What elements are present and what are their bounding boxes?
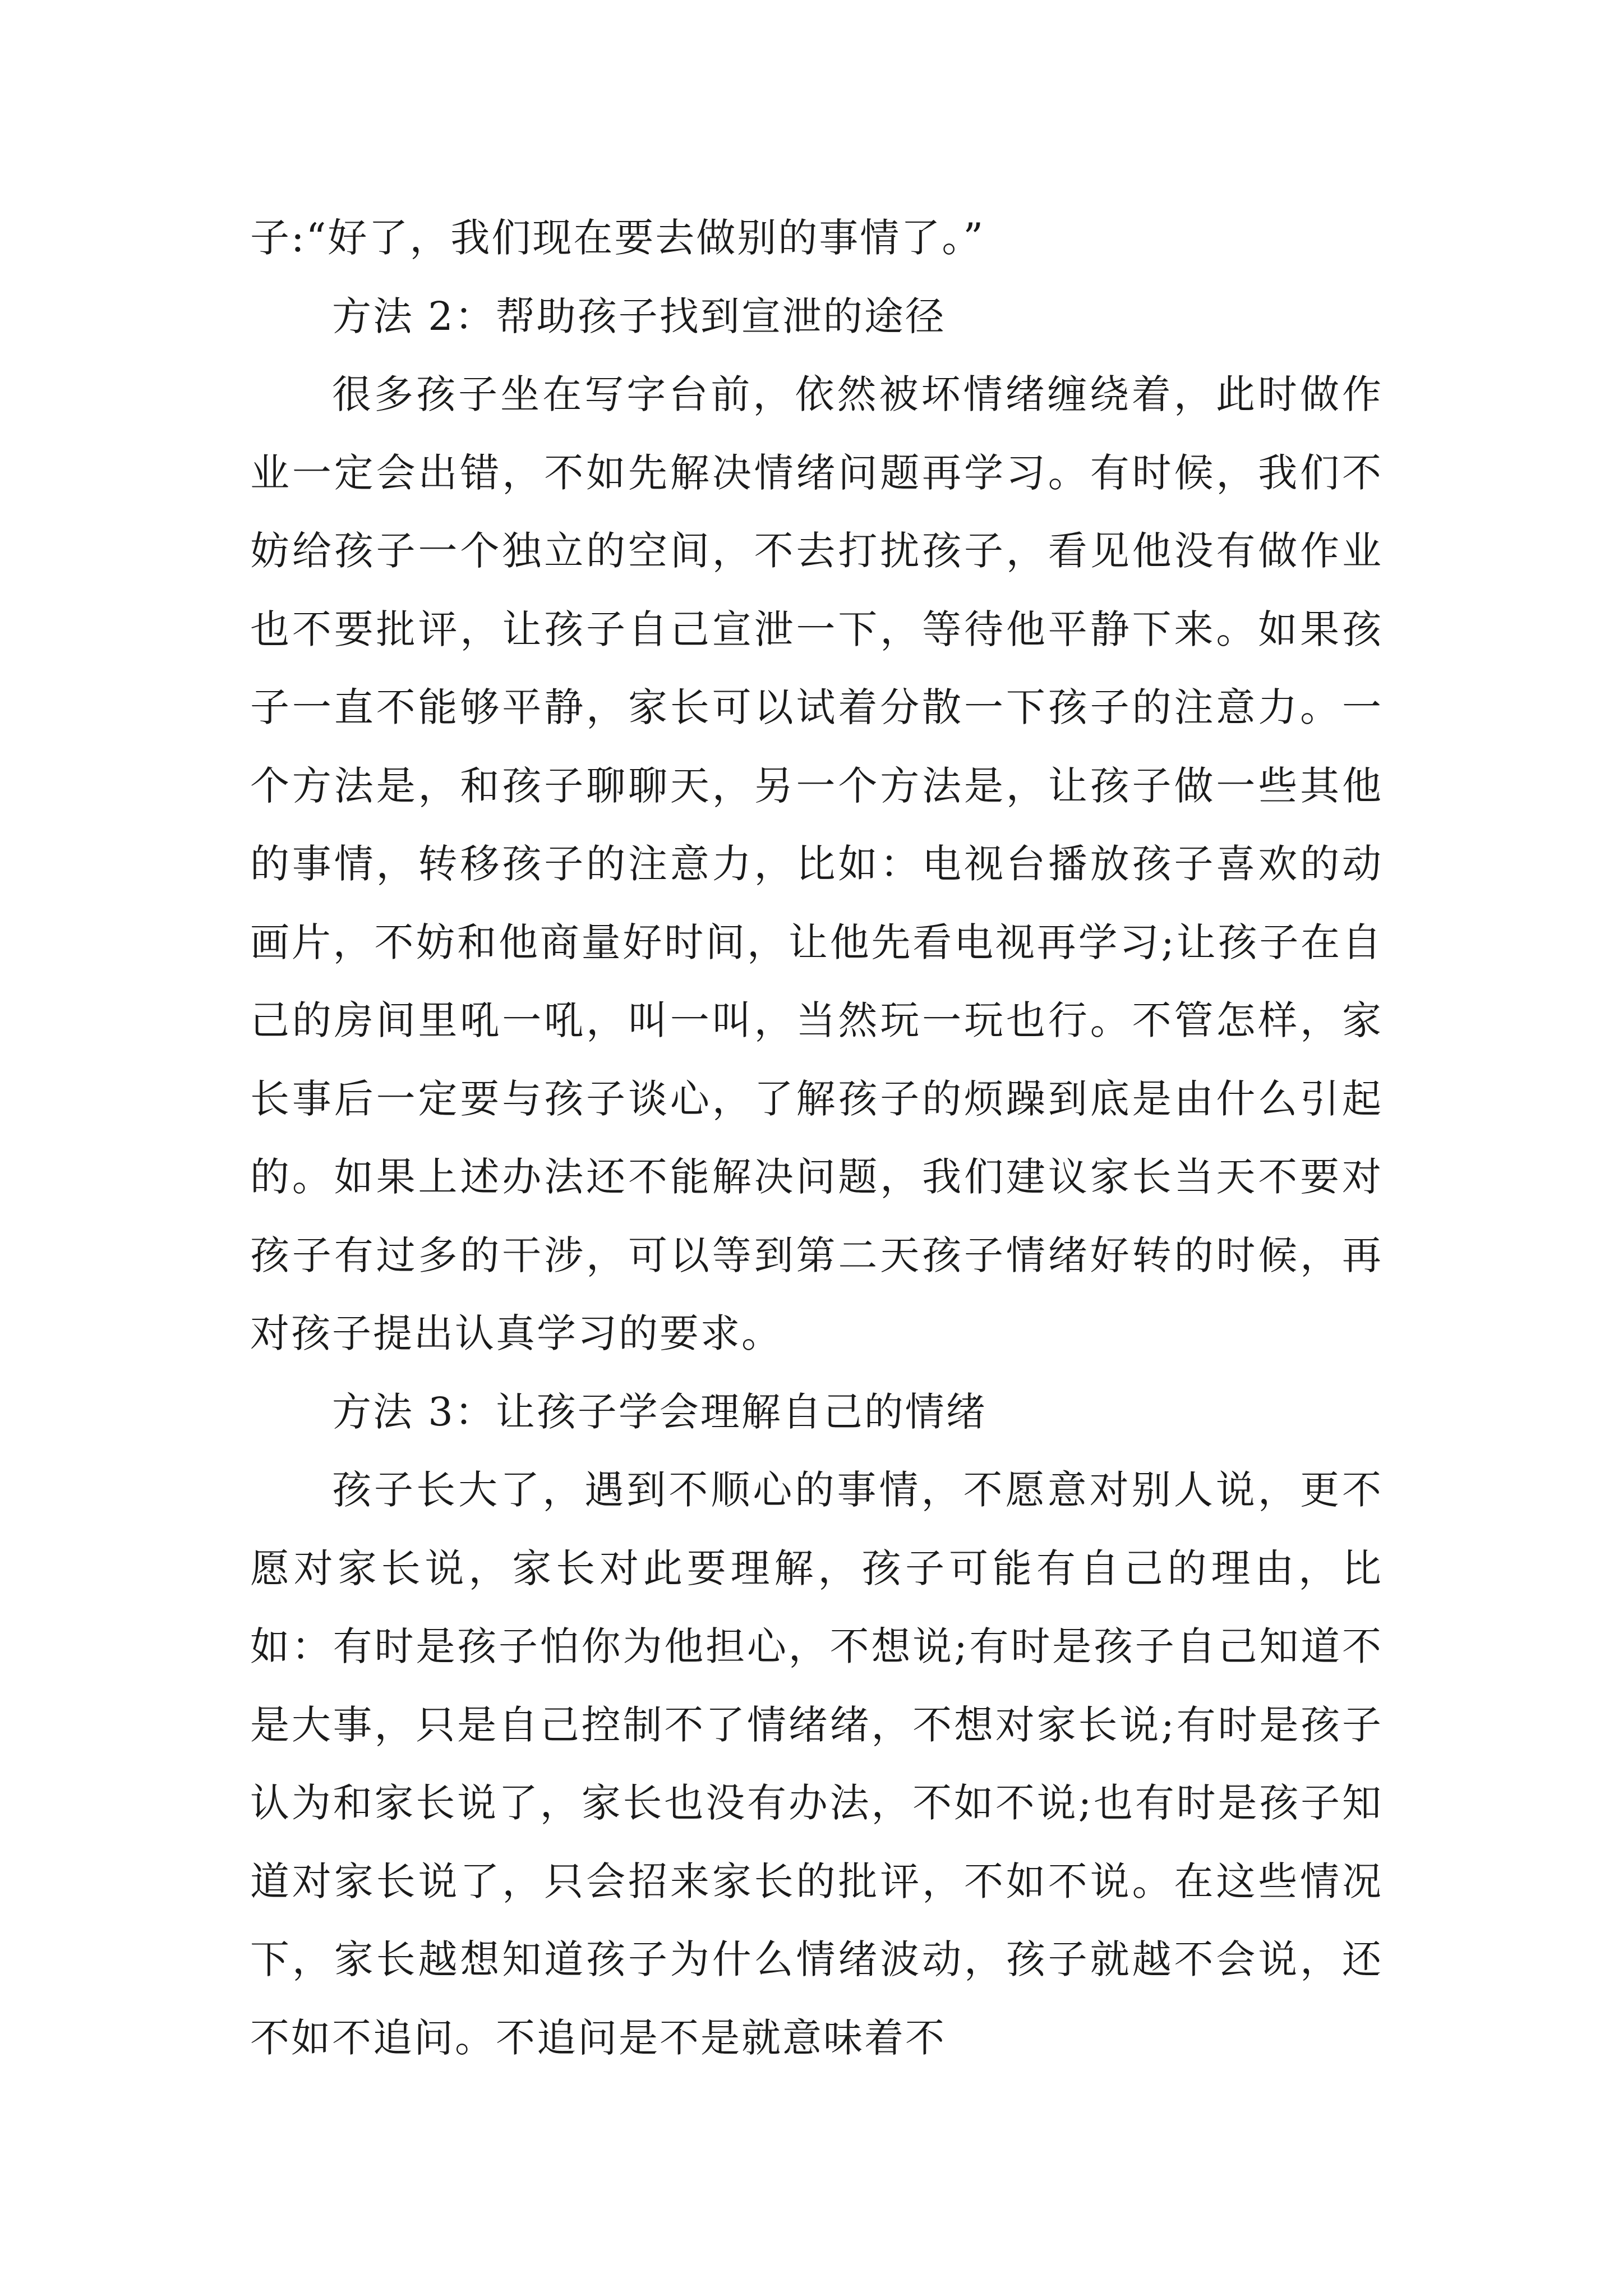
paragraph-method-2-body: 很多孩子坐在写字台前，依然被坏情绪缠绕着，此时做作业一定会出错，不如先解决情绪问题再学习。有时候，我们不妨给孩子一个独立的空间，不去打扰孩子，看见他没有做作业也不要批评，让孩子自己宣泄一下，等待他平静下来。如果孩子一直不能够平静，家长可以试着分散一下孩子的注意力。一个方法是，和孩子聊聊天，另一个方法是，让孩子做一些其他的事情，转移孩子的注意力，比如：电视台播放孩子喜欢的动画片，不妨和他商量好时间，让他先看电视再学习;让孩子在自己的房间里吼一吼，叫一叫，当然玩一玩也行。不管怎样，家长事后一定要与孩子谈心，了解孩子的烦躁到底是由什么引起的。如果上述办法还不能解决问题，我们建议家长当天不要对孩子有过多的干涉，可以等到第二天孩子情绪好转的时候，再对孩子提出认真学习的要求。 [250,371,1383,1356]
section-heading-method-3: 方法 3：让孩子学会理解自己的情绪 [332,1388,987,1435]
document-body [250,199,1383,2077]
section-heading-method-2: 方法 2：帮助孩子找到宣泄的途径 [332,293,946,339]
paragraph-continuation: 子:“好了，我们现在要去做别的事情了。” [250,215,985,261]
paragraph-method-3-body: 孩子长大了，遇到不顺心的事情，不愿意对别人说，更不愿对家长说，家长对此要理解，孩子可能有自己的理由，比如：有时是孩子怕你为他担心，不想说;有时是孩子自己知道不是大事，只是自己控制不了情绪绪，不想对家长说;有时是孩子认为和家长说了，家长也没有办法，不如不说;也有时是孩子知道对家长说了，只会招来家长的批评，不如不说。在这些情况下，家长越想知道孩子为什么情绪波动，孩子就越不会说，还不如不追问。不追问是不是就意味着不 [250,1467,1383,2061]
